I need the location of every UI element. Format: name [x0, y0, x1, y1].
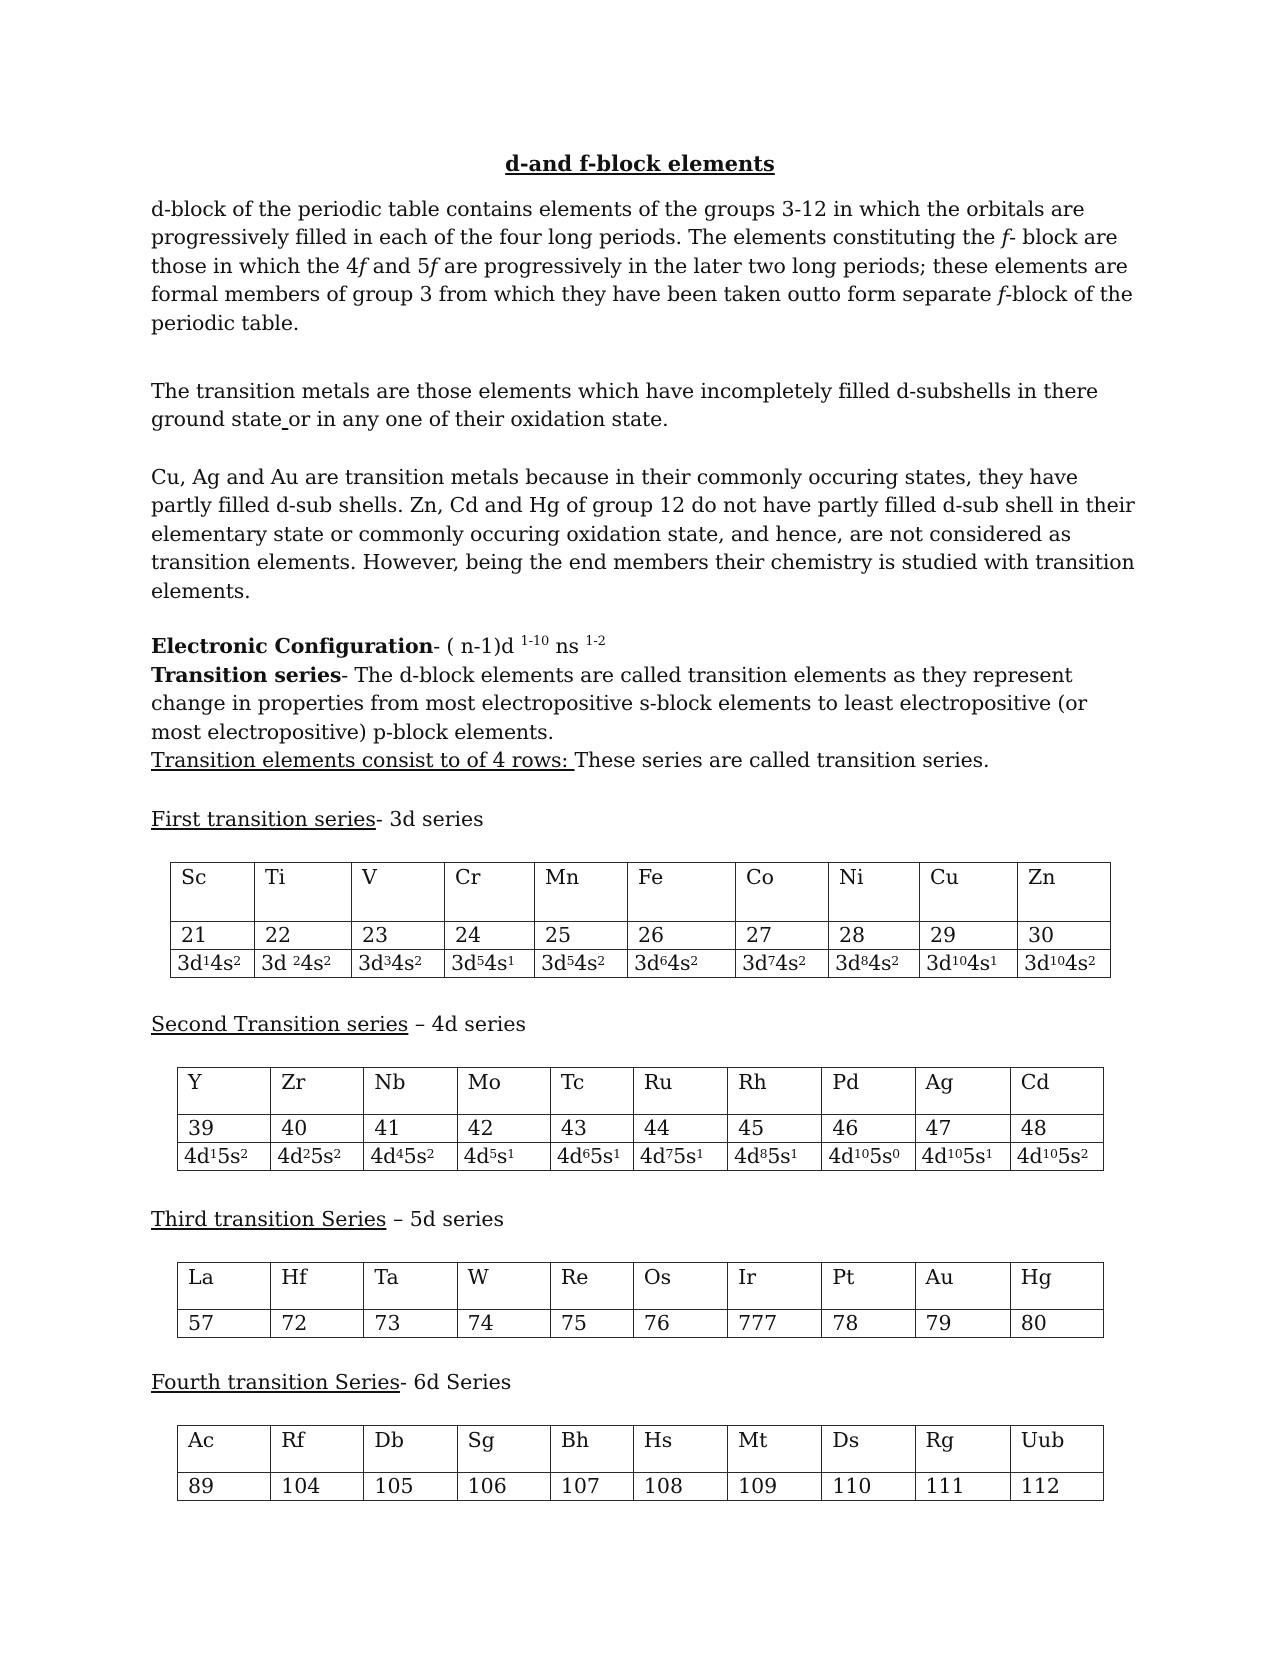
element-symbol-cell: Ta	[364, 1263, 457, 1310]
atomic-number-cell: 45	[728, 1115, 822, 1143]
atomic-number-cell: 42	[457, 1115, 550, 1143]
element-symbol-cell: Co	[736, 863, 829, 922]
electron-configuration-cell: $3d^54s^2$	[535, 950, 628, 978]
atomic-number-cell: 111	[915, 1473, 1010, 1501]
atomic-number-cell: 39	[178, 1115, 271, 1143]
atomic-number-cell: 40	[271, 1115, 364, 1143]
element-symbol-cell: Cr	[445, 863, 535, 922]
electron-configuration-cell: $4d^5s^1$	[457, 1143, 550, 1171]
element-symbol-cell: Ac	[178, 1426, 271, 1473]
electron-configuration-cell: $3d^64s^2$	[628, 950, 736, 978]
element-symbol-cell: W	[457, 1263, 550, 1310]
atomic-number-cell: 104	[271, 1473, 364, 1501]
electron-configuration-cell: $3d^54s^1$	[445, 950, 535, 978]
electron-configuration-cell: $3d^{10}4s^1$	[920, 950, 1018, 978]
electronic-configuration-line: Electronic Configuration- ( n-1)d $^{1-10}$ ns $^{1-2}$	[151, 634, 606, 658]
atomic-number-cell: 26	[628, 922, 736, 950]
electron-configuration-cell: $4d^75s^1$	[633, 1143, 727, 1171]
electron-configuration-cell: $3d^{10}4s^2$	[1018, 950, 1111, 978]
element-symbol-cell: Rf	[271, 1426, 364, 1473]
element-symbol-cell: Mn	[535, 863, 628, 922]
atomic-number-cell: 112	[1010, 1473, 1103, 1501]
atomic-number-cell: 107	[550, 1473, 633, 1501]
electron-configuration-cell: $4d^45s^2$	[364, 1143, 457, 1171]
element-symbol-cell: Ru	[633, 1068, 727, 1115]
element-symbol-cell: Rh	[728, 1068, 822, 1115]
element-symbol-cell: Os	[633, 1263, 727, 1310]
element-symbol-cell: Ds	[822, 1426, 915, 1473]
atomic-number-cell: 57	[178, 1310, 271, 1338]
electron-configuration-cell: $4d^85s^1$	[728, 1143, 822, 1171]
element-symbol-cell: Uub	[1010, 1426, 1103, 1473]
element-symbol-cell: Sg	[457, 1426, 550, 1473]
element-symbol-cell: Fe	[628, 863, 736, 922]
element-symbol-cell: Re	[550, 1263, 633, 1310]
second-series-heading: Second Transition series – 4d series	[151, 1012, 526, 1036]
atomic-number-cell: 43	[550, 1115, 633, 1143]
element-symbol-cell: Cd	[1010, 1068, 1103, 1115]
element-symbol-cell: Hf	[271, 1263, 364, 1310]
atomic-number-cell: 30	[1018, 922, 1111, 950]
element-symbol-cell: Y	[178, 1068, 271, 1115]
element-symbol-cell: Ti	[255, 863, 352, 922]
atomic-number-cell: 46	[822, 1115, 915, 1143]
third-series-heading: Third transition Series – 5d series	[151, 1207, 505, 1231]
element-symbol-cell: Mt	[728, 1426, 822, 1473]
element-symbol-cell: Pt	[822, 1263, 915, 1310]
atomic-number-cell: 78	[822, 1310, 915, 1338]
atomic-number-cell: 28	[829, 922, 920, 950]
element-symbol-cell: Zr	[271, 1068, 364, 1115]
element-symbol-cell: Cu	[920, 863, 1018, 922]
electron-configuration-cell: $3d^34s^2$	[352, 950, 445, 978]
element-symbol-cell: Hs	[633, 1426, 727, 1473]
atomic-number-cell: 110	[822, 1473, 915, 1501]
page-title: d-and f-block elements	[505, 151, 775, 176]
atomic-number-cell: 21	[171, 922, 255, 950]
element-symbol-cell: Nb	[364, 1068, 457, 1115]
element-symbol-cell: Ni	[829, 863, 920, 922]
atomic-number-cell: 89	[178, 1473, 271, 1501]
atomic-number-cell: 22	[255, 922, 352, 950]
electron-configuration-cell: $3d^84s^2$	[829, 950, 920, 978]
electron-configuration-cell: $4d^{10}5s^2$	[1010, 1143, 1103, 1171]
element-symbol-cell: Bh	[550, 1426, 633, 1473]
atomic-number-cell: 109	[728, 1473, 822, 1501]
atomic-number-cell: 777	[728, 1310, 822, 1338]
element-symbol-cell: Pd	[822, 1068, 915, 1115]
atomic-number-cell: 47	[915, 1115, 1010, 1143]
atomic-number-cell: 79	[915, 1310, 1010, 1338]
electron-configuration-cell: $4d^{10}5s^0$	[822, 1143, 915, 1171]
intro-paragraph: d-block of the periodic table contains elements of the groups 3-12 in which the orbitals are progressively filled in each of the four long periods. The elements constituting the f- block are those in which the 4f and 5f are progressively in the later two long periods; these elements are formal members of group 3 from which they have been taken outto form separate f-block of the periodic table.	[151, 197, 1133, 335]
electron-configuration-cell: $3d^14s^2$	[171, 950, 255, 978]
electron-configuration-cell: $4d^65s^1$	[550, 1143, 633, 1171]
second-series-table	[177, 1067, 1104, 1171]
electron-configuration-cell: $4d^25s^2$	[271, 1143, 364, 1171]
fourth-series-heading: Fourth transition Series- 6d Series	[151, 1370, 512, 1394]
atomic-number-cell: 72	[271, 1310, 364, 1338]
element-symbol-cell: Zn	[1018, 863, 1111, 922]
atomic-number-cell: 75	[550, 1310, 633, 1338]
atomic-number-cell: 80	[1010, 1310, 1103, 1338]
element-symbol-cell: Ir	[728, 1263, 822, 1310]
element-symbol-cell: Sc	[171, 863, 255, 922]
atomic-number-cell: 106	[457, 1473, 550, 1501]
element-symbol-cell: V	[352, 863, 445, 922]
element-symbol-cell: Mo	[457, 1068, 550, 1115]
transition-series-paragraph: Transition series- The d-block elements are called transition elements as they represent change in properties from most electropositive s-block elements to least electropositive (or most electropositive) p-block elements. Transition elements consist to of 4 rows: These series are called transition series.	[151, 663, 1088, 773]
fourth-series-table	[177, 1425, 1104, 1501]
atomic-number-cell: 23	[352, 922, 445, 950]
atomic-number-cell: 44	[633, 1115, 727, 1143]
element-symbol-cell: Db	[364, 1426, 457, 1473]
atomic-number-cell: 41	[364, 1115, 457, 1143]
electron-configuration-cell: $3d^74s^2$	[736, 950, 829, 978]
atomic-number-cell: 24	[445, 922, 535, 950]
element-symbol-cell: Rg	[915, 1426, 1010, 1473]
first-series-table	[170, 862, 1111, 978]
atomic-number-cell: 29	[920, 922, 1018, 950]
element-symbol-cell: La	[178, 1263, 271, 1310]
atomic-number-cell: 27	[736, 922, 829, 950]
atomic-number-cell: 73	[364, 1310, 457, 1338]
third-series-table	[177, 1262, 1104, 1338]
atomic-number-cell: 25	[535, 922, 628, 950]
element-symbol-cell: Au	[915, 1263, 1010, 1310]
first-series-heading: First transition series- 3d series	[151, 807, 484, 831]
element-symbol-cell: Tc	[550, 1068, 633, 1115]
atomic-number-cell: 48	[1010, 1115, 1103, 1143]
electron-configuration-cell: $4d^{10}5s^1$	[915, 1143, 1010, 1171]
atomic-number-cell: 74	[457, 1310, 550, 1338]
atomic-number-cell: 108	[633, 1473, 727, 1501]
element-symbol-cell: Hg	[1010, 1263, 1103, 1310]
element-symbol-cell: Ag	[915, 1068, 1010, 1115]
atomic-number-cell: 105	[364, 1473, 457, 1501]
atomic-number-cell: 76	[633, 1310, 727, 1338]
electron-configuration-cell: 3d $^24s^2$	[255, 950, 352, 978]
transition-metals-paragraph: The transition metals are those elements which have incompletely filled d-subshells in there ground state or in any one of their oxidation state.	[151, 379, 1098, 432]
electron-configuration-cell: $4d^15s^2$	[178, 1143, 271, 1171]
coinage-metals-paragraph: Cu, Ag and Au are transition metals because in their commonly occuring states, they have partly filled d-sub shells. Zn, Cd and Hg of group 12 do not have partly filled d-sub shell in their elementary state or commonly occuring oxidation state, and hence, are not considered as transition elements. However, being the end members their chemistry is studied with transition elements.	[151, 465, 1135, 603]
